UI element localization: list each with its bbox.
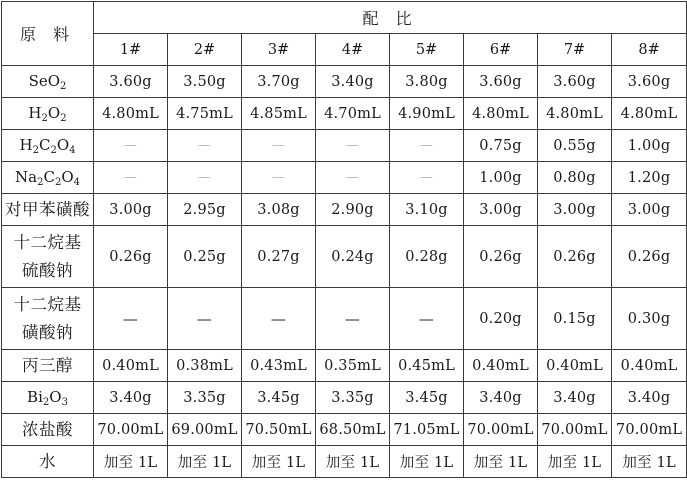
column-header-1: 1#	[94, 34, 168, 66]
table-row	[2, 130, 687, 162]
value-cell-hcl-8: 70.00mL	[612, 414, 687, 446]
material-name-h2o2: $H_2O_2$	[2, 98, 94, 130]
value-cell-sds-7: 0.26g	[538, 226, 612, 288]
value-cell-glycerol-5: 0.45mL	[390, 350, 464, 382]
value-cell-h2c2o4-2: —	[168, 130, 242, 162]
value-cell-na2c2o4-3: —	[242, 162, 316, 194]
material-name-water: 水	[2, 446, 94, 478]
value-cell-water-1: 加至 1L	[94, 446, 168, 478]
value-cell-bi2o3-8: 3.40g	[612, 382, 687, 414]
value-cell-seo2-8: 3.60g	[612, 66, 687, 98]
value-cell-bi2o3-7: 3.40g	[538, 382, 612, 414]
material-name-ptsa: 对甲苯磺酸	[2, 194, 94, 226]
value-cell-glycerol-3: 0.43mL	[242, 350, 316, 382]
column-header-7: 7#	[538, 34, 612, 66]
value-cell-water-4: 加至 1L	[316, 446, 390, 478]
value-cell-bi2o3-4: 3.35g	[316, 382, 390, 414]
value-cell-seo2-2: 3.50g	[168, 66, 242, 98]
value-cell-na2c2o4-5: —	[390, 162, 464, 194]
value-cell-na2c2o4-7: 0.80g	[538, 162, 612, 194]
value-cell-seo2-4: 3.40g	[316, 66, 390, 98]
value-cell-glycerol-2: 0.38mL	[168, 350, 242, 382]
value-cell-sds-5: 0.28g	[390, 226, 464, 288]
value-cell-seo2-7: 3.60g	[538, 66, 612, 98]
material-name-glycerol: 丙三醇	[2, 350, 94, 382]
value-cell-seo2-1: 3.60g	[94, 66, 168, 98]
column-header-4: 4#	[316, 34, 390, 66]
column-header-8: 8#	[612, 34, 687, 66]
table-row	[2, 162, 687, 194]
value-cell-hcl-7: 70.00mL	[538, 414, 612, 446]
value-cell-h2o2-8: 4.80mL	[612, 98, 687, 130]
material-name-h2c2o4: $H_2C_2O_4$	[2, 130, 94, 162]
value-cell-h2c2o4-1: —	[94, 130, 168, 162]
value-cell-bi2o3-3: 3.45g	[242, 382, 316, 414]
value-cell-glycerol-6: 0.40mL	[464, 350, 538, 382]
value-cell-na2c2o4-4: —	[316, 162, 390, 194]
value-cell-seo2-5: 3.80g	[390, 66, 464, 98]
value-cell-ptsa-6: 3.00g	[464, 194, 538, 226]
value-cell-h2o2-5: 4.90mL	[390, 98, 464, 130]
value-cell-hcl-1: 70.00mL	[94, 414, 168, 446]
value-cell-h2c2o4-5: —	[390, 130, 464, 162]
value-cell-h2c2o4-3: —	[242, 130, 316, 162]
value-cell-ptsa-5: 3.10g	[390, 194, 464, 226]
value-cell-h2c2o4-6: 0.75g	[464, 130, 538, 162]
value-cell-hcl-6: 70.00mL	[464, 414, 538, 446]
value-cell-sdbs-2: —	[168, 288, 242, 350]
material-header: 原 料	[2, 2, 94, 66]
value-cell-sdbs-3: —	[242, 288, 316, 350]
value-cell-sdbs-4: —	[316, 288, 390, 350]
value-cell-glycerol-4: 0.35mL	[316, 350, 390, 382]
table-row	[2, 350, 687, 382]
column-header-row	[2, 34, 687, 66]
value-cell-glycerol-1: 0.40mL	[94, 350, 168, 382]
value-cell-sdbs-5: —	[390, 288, 464, 350]
value-cell-h2o2-1: 4.80mL	[94, 98, 168, 130]
value-cell-sdbs-7: 0.15g	[538, 288, 612, 350]
value-cell-ptsa-7: 3.00g	[538, 194, 612, 226]
table-row	[2, 288, 687, 350]
value-cell-na2c2o4-2: —	[168, 162, 242, 194]
column-header-3: 3#	[242, 34, 316, 66]
value-cell-seo2-6: 3.60g	[464, 66, 538, 98]
value-cell-bi2o3-6: 3.40g	[464, 382, 538, 414]
material-name-seo2: SeO$_2$	[2, 66, 94, 98]
table-row	[2, 382, 687, 414]
table-row	[2, 446, 687, 478]
value-cell-bi2o3-2: 3.35g	[168, 382, 242, 414]
column-header-2: 2#	[168, 34, 242, 66]
value-cell-hcl-5: 71.05mL	[390, 414, 464, 446]
material-name-na2c2o4: $Na_2C_2O_4$	[2, 162, 94, 194]
table-row	[2, 98, 687, 130]
value-cell-water-7: 加至 1L	[538, 446, 612, 478]
value-cell-glycerol-8: 0.40mL	[612, 350, 687, 382]
value-cell-h2o2-7: 4.80mL	[538, 98, 612, 130]
value-cell-h2c2o4-7: 0.55g	[538, 130, 612, 162]
material-name-bi2o3: $Bi_2O_3$	[2, 382, 94, 414]
value-cell-sds-1: 0.26g	[94, 226, 168, 288]
value-cell-na2c2o4-6: 1.00g	[464, 162, 538, 194]
value-cell-seo2-3: 3.70g	[242, 66, 316, 98]
material-name-sdbs: 十二烷基 磺酸钠	[2, 288, 94, 350]
value-cell-h2c2o4-8: 1.00g	[612, 130, 687, 162]
value-cell-ptsa-3: 3.08g	[242, 194, 316, 226]
header-row	[2, 2, 687, 34]
value-cell-hcl-2: 69.00mL	[168, 414, 242, 446]
value-cell-sds-4: 0.24g	[316, 226, 390, 288]
value-cell-ptsa-4: 2.90g	[316, 194, 390, 226]
value-cell-ptsa-2: 2.95g	[168, 194, 242, 226]
value-cell-h2o2-3: 4.85mL	[242, 98, 316, 130]
table-row	[2, 194, 687, 226]
value-cell-sdbs-1: —	[94, 288, 168, 350]
value-cell-bi2o3-1: 3.40g	[94, 382, 168, 414]
value-cell-sds-2: 0.25g	[168, 226, 242, 288]
value-cell-glycerol-7: 0.40mL	[538, 350, 612, 382]
column-header-5: 5#	[390, 34, 464, 66]
column-header-6: 6#	[464, 34, 538, 66]
table-row	[2, 414, 687, 446]
value-cell-hcl-3: 70.50mL	[242, 414, 316, 446]
ratio-header: 配 比	[94, 2, 687, 34]
value-cell-h2c2o4-4: —	[316, 130, 390, 162]
value-cell-h2o2-2: 4.75mL	[168, 98, 242, 130]
value-cell-ptsa-8: 3.00g	[612, 194, 687, 226]
value-cell-water-5: 加至 1L	[390, 446, 464, 478]
value-cell-water-2: 加至 1L	[168, 446, 242, 478]
table-row	[2, 66, 687, 98]
value-cell-water-6: 加至 1L	[464, 446, 538, 478]
value-cell-sds-6: 0.26g	[464, 226, 538, 288]
value-cell-h2o2-6: 4.80mL	[464, 98, 538, 130]
value-cell-na2c2o4-8: 1.20g	[612, 162, 687, 194]
formulation-table	[1, 1, 687, 478]
value-cell-sds-3: 0.27g	[242, 226, 316, 288]
value-cell-sds-8: 0.26g	[612, 226, 687, 288]
value-cell-hcl-4: 68.50mL	[316, 414, 390, 446]
material-name-hcl: 浓盐酸	[2, 414, 94, 446]
table-body	[2, 2, 687, 478]
value-cell-bi2o3-5: 3.45g	[390, 382, 464, 414]
value-cell-sdbs-6: 0.20g	[464, 288, 538, 350]
value-cell-water-3: 加至 1L	[242, 446, 316, 478]
value-cell-water-8: 加至 1L	[612, 446, 687, 478]
material-name-sds: 十二烷基 硫酸钠	[2, 226, 94, 288]
value-cell-h2o2-4: 4.70mL	[316, 98, 390, 130]
value-cell-na2c2o4-1: —	[94, 162, 168, 194]
table-row	[2, 226, 687, 288]
value-cell-sdbs-8: 0.30g	[612, 288, 687, 350]
value-cell-ptsa-1: 3.00g	[94, 194, 168, 226]
